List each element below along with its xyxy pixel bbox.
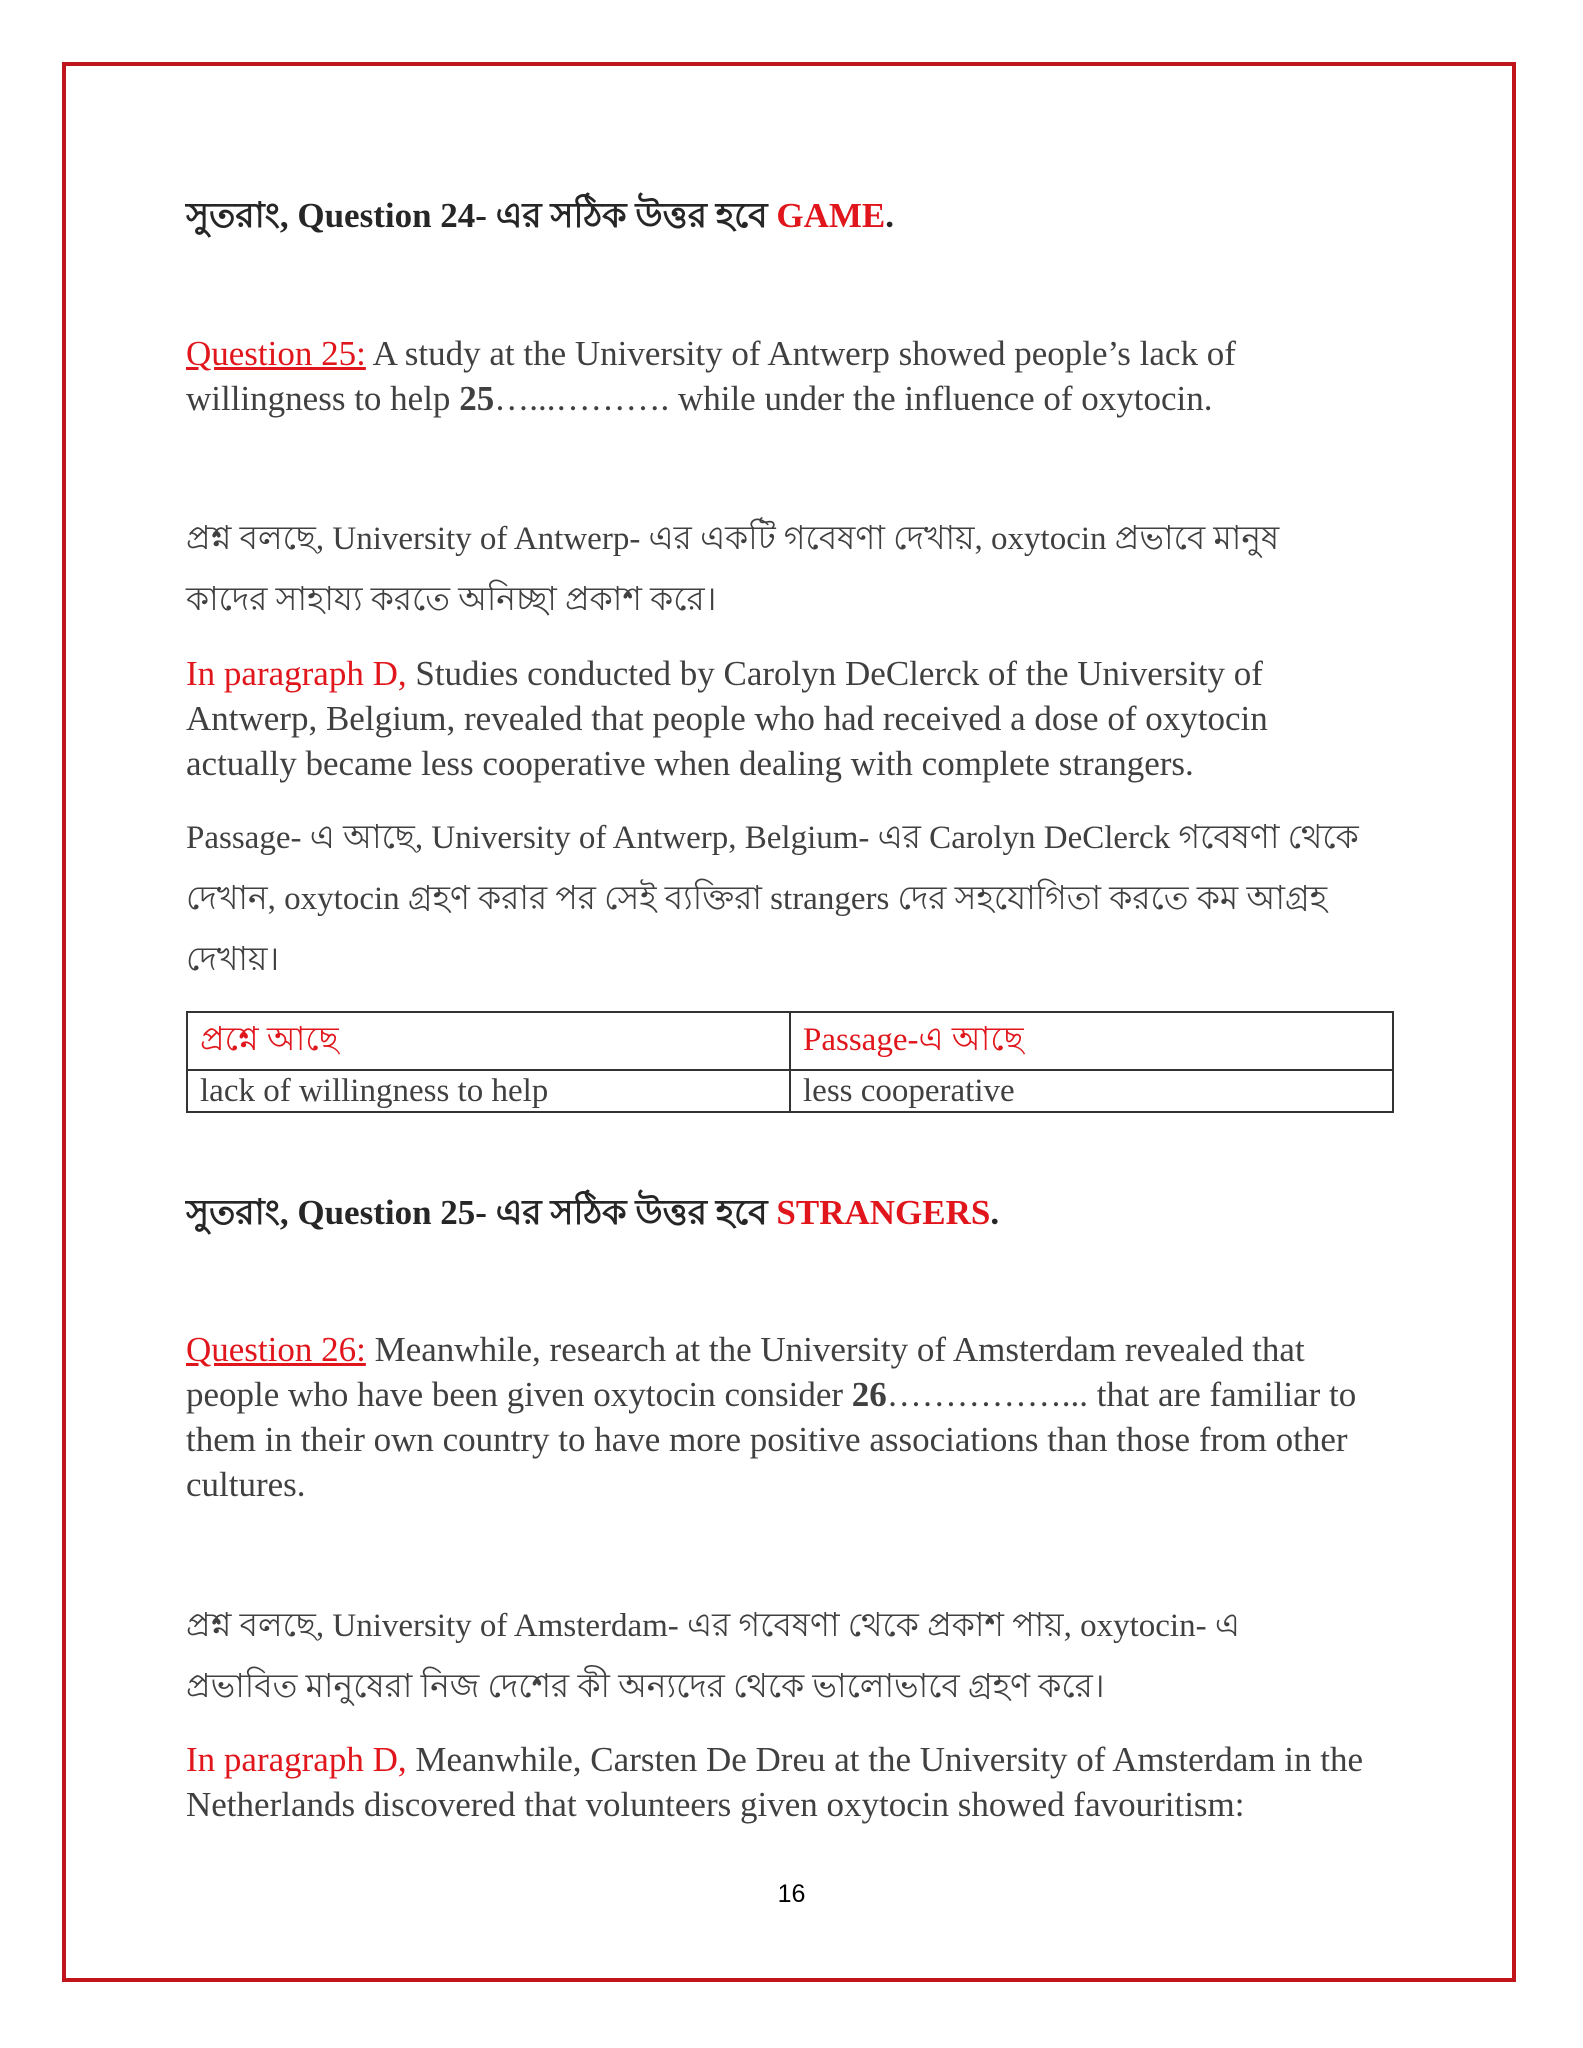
- page-number: 16: [777, 1880, 806, 1908]
- q26-explanation-text: প্রশ্ন বলছে, University of Amsterdam- এর গবেষণা থেকে প্রকাশ পায়, oxytocin- এ প্রভাবিত মানুষেরা নিজ দেশের কী অন্যদের থেকে ভালোভাবে গ্রহণ করে।: [186, 1608, 1240, 1705]
- q25-conclusion: [186, 1190, 1396, 1235]
- q26-text-after: ……………... that are familiar to them in their own country to have more positive associations than those from other cultures.: [186, 1375, 1357, 1504]
- table-header-row: [187, 1012, 1393, 1070]
- q25-explanation: [186, 509, 1361, 631]
- q24-conclusion-text: সুতরাং, Question 24- এর সঠিক উত্তর হবে: [186, 196, 777, 235]
- q25-ref-text: Studies conducted by Carolyn DeClerck of the University of Antwerp, Belgium, revealed that people who had received a dose of oxytocin actually became less cooperative when dealing with complete strangers.: [186, 654, 1268, 783]
- q25-passage-note: [186, 808, 1376, 991]
- table-header-question: প্রশ্নে আছে: [187, 1012, 790, 1070]
- table-row: [187, 1070, 1393, 1112]
- q25-ref-label: In paragraph D,: [186, 654, 407, 693]
- table-header-passage: Passage-এ আছে: [790, 1012, 1393, 1070]
- q26-ref-label: In paragraph D,: [186, 1740, 407, 1779]
- q26-text-before: Meanwhile, research at the University of Amsterdam revealed that people who have been given oxytocin consider: [186, 1330, 1305, 1414]
- q24-period: .: [885, 196, 895, 235]
- q26-question: [186, 1327, 1376, 1507]
- q24-conclusion: [186, 193, 1396, 238]
- q25-text-before: A study at the University of Antwerp showed people’s lack of willingness to help: [186, 334, 1236, 418]
- q25-label: Question 25:: [186, 334, 366, 373]
- q25-text-after: …...………. while under the influence of oxytocin.: [494, 379, 1213, 418]
- q26-label: Question 26:: [186, 1330, 366, 1369]
- q25-question: [186, 331, 1286, 421]
- q25-conclusion-text: সুতরাং, Question 25- এর সঠিক উত্তর হবে: [186, 1193, 777, 1232]
- q26-explanation: [186, 1596, 1346, 1718]
- q25-answer: STRANGERS: [776, 1193, 991, 1232]
- q25-reference: [186, 651, 1336, 786]
- q26-ref-text: Meanwhile, Carsten De Dreu at the University of Amsterdam in the Netherlands discovered that volunteers given oxytocin showed favouritism:: [186, 1740, 1364, 1824]
- q25-number: 25: [459, 379, 495, 418]
- q25-period: .: [990, 1193, 1000, 1232]
- q25-passage-text: Passage- এ আছে, University of Antwerp, Belgium- এর Carolyn DeClerck গবেষণা থেকে দেখান, oxytocin গ্রহণ করার পর সেই ব্যক্তিরা strangers দের সহযোগিতা করতে কম আগ্রহ দেখায়।: [186, 820, 1359, 978]
- q26-reference: [186, 1737, 1386, 1827]
- table-cell-passage: less cooperative: [790, 1070, 1393, 1112]
- comparison-table: [186, 1011, 1394, 1113]
- q26-number: 26: [851, 1375, 887, 1414]
- table-cell-question: lack of willingness to help: [187, 1070, 790, 1112]
- q25-explanation-text: প্রশ্ন বলছে, University of Antwerp- এর একটি গবেষণা দেখায়, oxytocin প্রভাবে মানুষ কাদের সাহায্য করতে অনিচ্ছা প্রকাশ করে।: [186, 521, 1280, 618]
- q24-answer: GAME: [776, 196, 886, 235]
